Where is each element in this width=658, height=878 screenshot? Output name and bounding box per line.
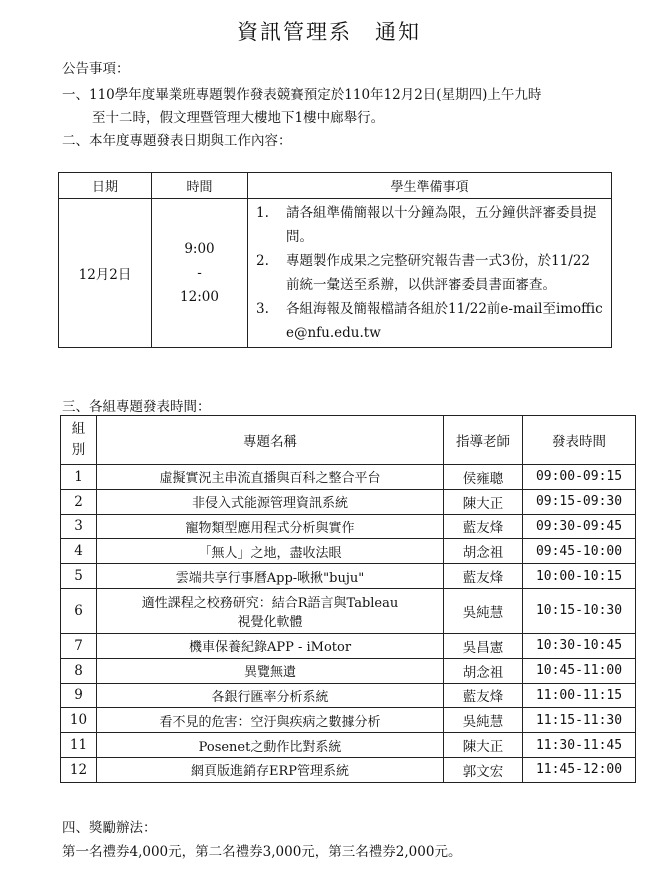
present-time: 11:30-11:45	[523, 733, 636, 758]
groups-table	[60, 415, 636, 783]
table-row	[61, 588, 636, 633]
table-row	[61, 733, 636, 758]
page-title: 資訊管理系 通知	[237, 20, 421, 44]
topic-name: 雲端共享行事曆App-啾揪"buju"	[97, 564, 444, 589]
teacher-name: 陳大正	[444, 733, 523, 758]
time-end: 12:00	[180, 289, 219, 305]
group-number: 5	[61, 564, 97, 589]
header-topic: 專題名稱	[97, 416, 444, 465]
topic-name: 機車保養紀錄APP - iMotor	[97, 633, 444, 658]
topic-name: 各銀行匯率分析系統	[97, 683, 444, 708]
group-number: 11	[61, 733, 97, 758]
present-time: 10:15-10:30	[523, 588, 636, 633]
item1-line2: 至十二時，假文理暨管理大樓地下1樓中廊舉行。	[92, 110, 385, 126]
teacher-name: 侯雍聰	[444, 465, 523, 490]
table-row	[61, 683, 636, 708]
item3-heading: 三、各組專題發表時間：	[62, 399, 211, 415]
schedule-table	[58, 172, 612, 348]
topic-name: 異覽無遺	[97, 658, 444, 683]
group-number: 1	[61, 465, 97, 490]
schedule-date: 12月2日	[59, 199, 152, 348]
item2-heading: 二、本年度專題發表日期與工作內容：	[62, 133, 292, 149]
present-time: 11:45-12:00	[523, 757, 636, 782]
group-number: 12	[61, 757, 97, 782]
group-number: 10	[61, 708, 97, 733]
present-time: 09:45-10:00	[523, 539, 636, 564]
group-number: 3	[61, 514, 97, 539]
teacher-name: 藍友烽	[444, 564, 523, 589]
topic-name: 寵物類型應用程式分析與實作	[97, 514, 444, 539]
topic-name: Posenet之動作比對系統	[97, 733, 444, 758]
time-sep: -	[197, 265, 202, 281]
teacher-name: 胡念祖	[444, 539, 523, 564]
group-number: 6	[61, 588, 97, 633]
note-item: 3. 各組海報及簡報檔請各組於11/22前e-mail至imoffice@nfu.edu.tw	[256, 301, 603, 341]
table-row	[61, 658, 636, 683]
group-number: 7	[61, 633, 97, 658]
table-row	[61, 465, 636, 490]
time-start: 9:00	[184, 241, 215, 257]
topic-name: 虛擬實況主串流直播與百科之整合平台	[97, 465, 444, 490]
topic-name: 非侵入式能源管理資訊系統	[97, 489, 444, 514]
present-time: 11:15-11:30	[523, 708, 636, 733]
teacher-name: 吳昌憲	[444, 633, 523, 658]
item1-line1: 一、110學年度畢業班專題製作發表競賽預定於110年12月2日(星期四)上午九時	[62, 87, 542, 103]
present-time: 09:00-09:15	[523, 465, 636, 490]
header-group: 組 別	[61, 416, 97, 465]
table-row	[61, 633, 636, 658]
teacher-name: 藍友烽	[444, 514, 523, 539]
item4-heading: 四、獎勵辦法：	[62, 820, 157, 836]
table-row	[61, 708, 636, 733]
present-time: 09:30-09:45	[523, 514, 636, 539]
announce-label: 公告事項：	[62, 61, 130, 77]
reward-text: 第一名禮券4,000元，第二名禮券3,000元，第三名禮券2,000元。	[62, 844, 462, 860]
table-row	[61, 564, 636, 589]
header-date: 日期	[59, 173, 152, 199]
group-number: 8	[61, 658, 97, 683]
teacher-name: 吳純慧	[444, 708, 523, 733]
header-present-time: 發表時間	[523, 416, 636, 465]
schedule-time	[152, 199, 248, 348]
topic-name: 適性課程之校務研究：結合R語言與Tableau視覺化軟體	[97, 588, 444, 633]
present-time: 09:15-09:30	[523, 489, 636, 514]
present-time: 10:45-11:00	[523, 658, 636, 683]
table-row	[61, 514, 636, 539]
prep-notes	[248, 199, 612, 348]
group-number: 9	[61, 683, 97, 708]
group-number: 4	[61, 539, 97, 564]
teacher-name: 郭文宏	[444, 757, 523, 782]
teacher-name: 吳純慧	[444, 588, 523, 633]
teacher-name: 胡念祖	[444, 658, 523, 683]
note-item: 2. 專題製作成果之完整研究報告書一式3份，於11/22前統一彙送至系辦，以供評審委員書面審查。	[256, 253, 590, 293]
header-teacher: 指導老師	[444, 416, 523, 465]
group-number: 2	[61, 489, 97, 514]
header-prep: 學生準備事項	[248, 173, 612, 199]
teacher-name: 陳大正	[444, 489, 523, 514]
present-time: 10:00-10:15	[523, 564, 636, 589]
teacher-name: 藍友烽	[444, 683, 523, 708]
note-item: 1. 請各組準備簡報以十分鐘為限，五分鐘供評審委員提問。	[256, 205, 597, 245]
topic-name: 「無人」之地，盡收法眼	[97, 539, 444, 564]
topic-name: 看不見的危害：空汙與疾病之數據分析	[97, 708, 444, 733]
table-row	[61, 757, 636, 782]
table-row	[61, 489, 636, 514]
table-row	[61, 539, 636, 564]
present-time: 11:00-11:15	[523, 683, 636, 708]
topic-name: 網頁版進銷存ERP管理系統	[97, 757, 444, 782]
present-time: 10:30-10:45	[523, 633, 636, 658]
header-time: 時間	[152, 173, 248, 199]
